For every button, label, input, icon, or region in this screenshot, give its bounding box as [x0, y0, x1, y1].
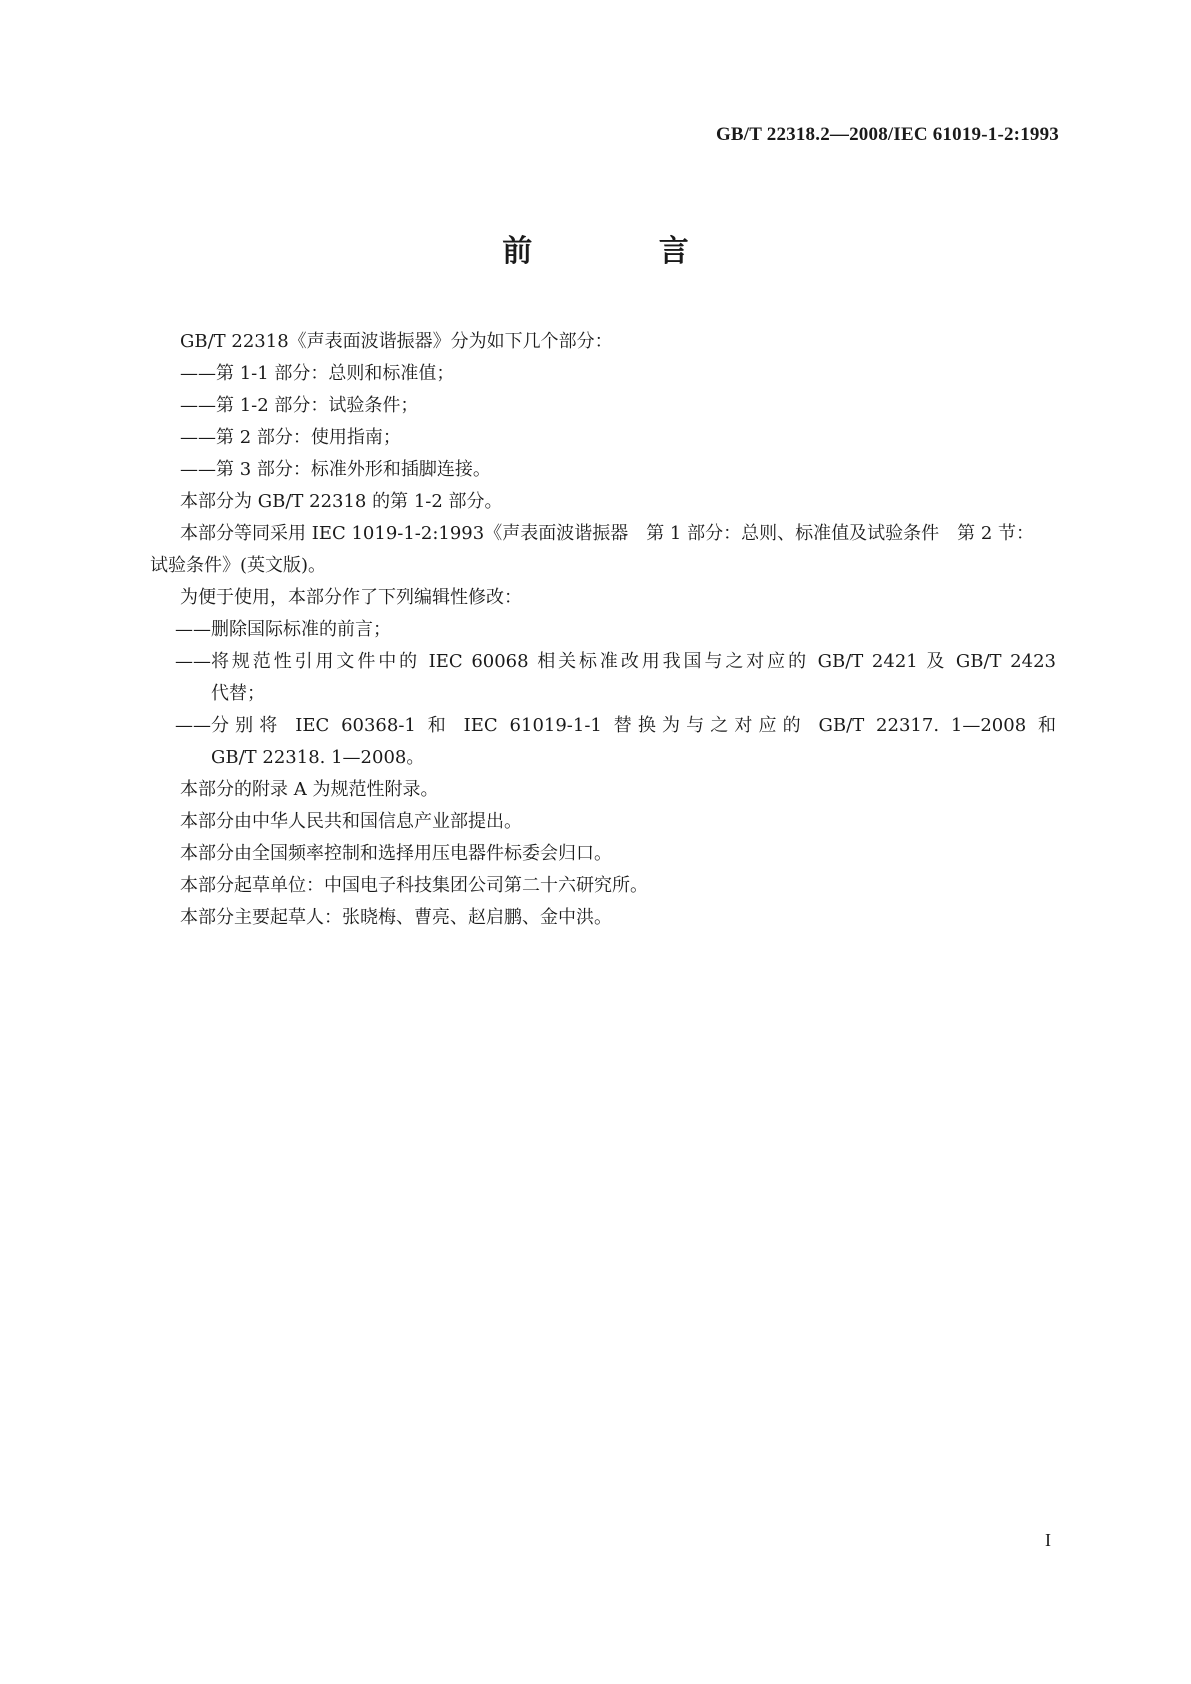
- modification-text: [211, 614, 1056, 646]
- standard-code: GB/T 22318.2—2008/IEC 61019-1-2:1993: [715, 124, 1059, 145]
- paragraph-modifications-intro: 为便于使用，本部分作了下列编辑性修改：: [180, 587, 522, 608]
- list-item-part: ——第 1-2 部分：试验条件；: [180, 395, 419, 416]
- dash-marker: ——: [175, 715, 211, 736]
- paragraph-adoption-line1: 本部分等同采用 IEC 1019-1-2:1993《声表面波谐振器 第 1 部分：总则、标准值及试验条件 第 2 节：: [180, 523, 1035, 544]
- page-title: 前 言: [502, 234, 747, 269]
- paragraph-annex: 本部分的附录 A 为规范性附录。: [180, 779, 439, 800]
- dash-marker: ——: [175, 651, 211, 672]
- paragraph-adoption-line2: 试验条件》(英文版)。: [150, 555, 327, 576]
- modification-text: [211, 710, 1056, 774]
- dash-marker: ——: [175, 619, 211, 640]
- paragraph-this-part: 本部分为 GB/T 22318 的第 1-2 部分。: [180, 491, 503, 512]
- list-item-modification: [150, 614, 1056, 646]
- modification-text: [211, 646, 1056, 710]
- paragraph-series-intro: GB/T 22318《声表面波谐振器》分为如下几个部分：: [180, 331, 613, 352]
- list-item-part: ——第 2 部分：使用指南；: [180, 427, 401, 448]
- modification-line: 删除国际标准的前言；: [211, 619, 391, 640]
- modification-line: 代替；: [211, 683, 265, 704]
- modification-line: GB/T 22318. 1—2008。: [211, 747, 425, 768]
- paragraph-proposer: 本部分由中华人民共和国信息产业部提出。: [180, 811, 522, 832]
- paragraph-committee: 本部分由全国频率控制和选择用压电器件标委会归口。: [180, 843, 612, 864]
- list-item-part: ——第 3 部分：标准外形和插脚连接。: [180, 459, 491, 480]
- paragraph-drafters: 本部分主要起草人：张晓梅、曹亮、赵启鹏、金中洪。: [180, 907, 612, 928]
- page-number: I: [1045, 1530, 1051, 1550]
- list-item-modification: [150, 646, 1056, 710]
- foreword-body: [150, 326, 1056, 934]
- list-item-modification: [150, 710, 1056, 774]
- paragraph-drafting-unit: 本部分起草单位：中国电子科技集团公司第二十六研究所。: [180, 875, 648, 896]
- modification-line: 分别将 IEC 60368-1 和 IEC 61019-1-1 替换为与之对应的 GB/T 22317. 1—2008 和: [211, 715, 1056, 736]
- modification-line: 将规范性引用文件中的 IEC 60068 相关标准改用我国与之对应的 GB/T 2421 及 GB/T 2423: [211, 651, 1056, 672]
- list-item-part: ——第 1-1 部分：总则和标准值；: [180, 363, 455, 384]
